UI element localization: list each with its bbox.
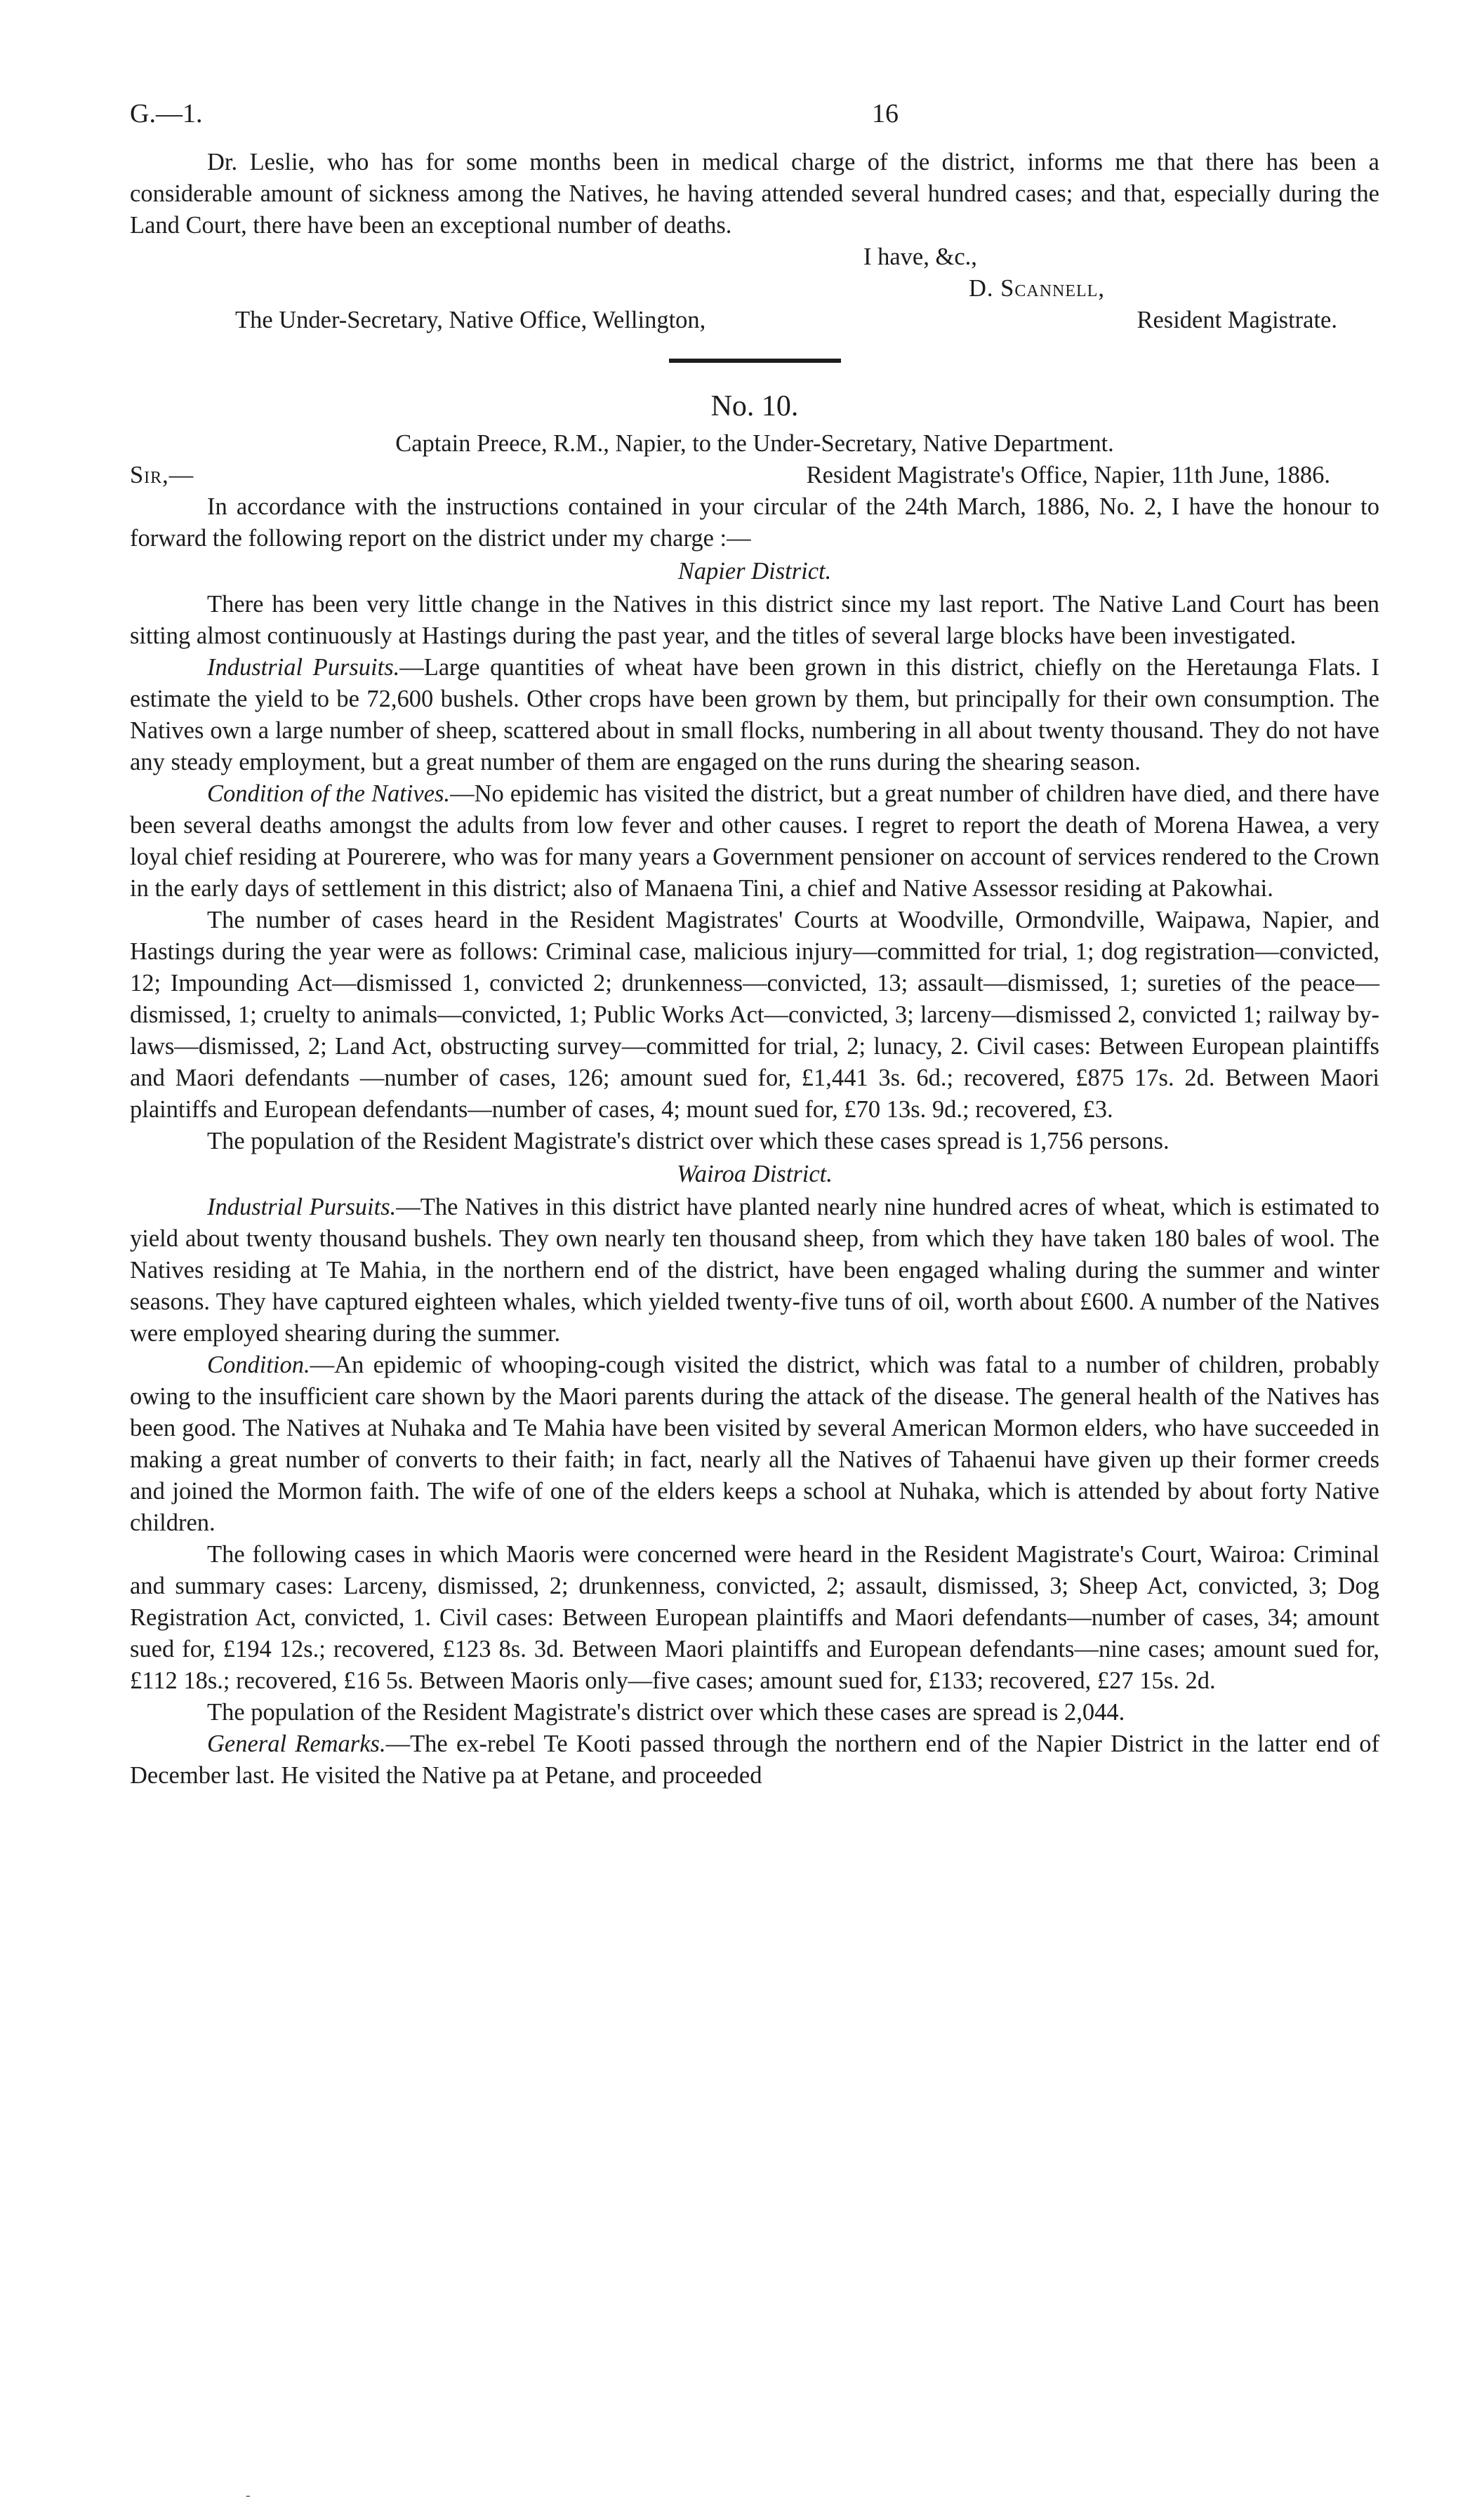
addressee: The Under-Secretary, Native Office, Wellington, [235,307,706,333]
signatory-title: Resident Magistrate. [1137,307,1337,333]
napier-population-paragraph: The population of the Resident Magistrate's district over which these cases spread is 1,756 persons. [207,1128,1170,1154]
signature: D. Scannell, [969,275,1105,302]
wairoa-condition-label: Condition. [207,1352,310,1378]
closing-text: I have, &c., [863,244,977,270]
wairoa-heading: Wairoa District. [677,1161,833,1187]
napier-industrial-label: Industrial Pursuits. [207,654,400,681]
signature-line [130,273,1379,305]
section-divider [130,359,1379,363]
intro-paragraph: In accordance with the instructions contained in your circular of the 24th March, 1886, No. 2, I have the honour to forward the following report on the district under my charge :— [130,493,1379,552]
footer-mark: - [246,2488,251,2503]
general-remarks-paragraph [130,1728,1379,1792]
napier-condition-label: Condition of the Natives. [207,780,451,807]
wairoa-paragraph-1 [130,1192,1379,1349]
wairoa-population-paragraph: The population of the Resident Magistrate's district over which these cases are spread is 2,044. [207,1699,1125,1726]
napier-paragraph-2 [130,652,1379,778]
running-head [130,98,899,130]
dateline: Resident Magistrate's Office, Napier, 11th June, 1886. [806,462,1330,488]
series-label: G.—1. [130,99,203,128]
document-page [130,98,1379,1792]
wairoa-industrial-label: Industrial Pursuits. [207,1194,397,1220]
wairoa-cases-paragraph: The following cases in which Maoris were concerned were heard in the Resident Magistrate's Court, Wairoa: Criminal and summary cases: Larceny, dismissed, 2; drunkenness, convicted, 2; assault, dismissed, 3; Sheep Act, convicted, 3; Dog Registration Act, convicted, 1. Civil cases: Between European plaintiffs and Maori defendants—number of cases, 34; amount sued for, £194 12s.; recovered, £123 8s. 3d. Between Maori plaintiffs and European defendants—nine cases; amount sued for, £112 18s.; recovered, £16 5s. Between Maoris only—five cases; amount sued for, £133; recovered, £27 15s. 2d. [130,1541,1379,1694]
letter-subtitle: Captain Preece, R.M., Napier, to the Under-Secretary, Native Department. [395,430,1114,457]
napier-cases-paragraph: The number of cases heard in the Resident Magistrates' Courts at Woodville, Ormondville, Waipawa, Napier, and Hastings during the year were as follows: Criminal case, malicious injury—committed for trial, 1; dog registration—convicted, 12; Impounding Act—dismissed 1, convicted 2; drunkenness—convicted, 13; assault—dismissed, 1; sureties of the peace—dismissed, 1; cruelty to animals—convicted, 1; Public Works Act—convicted, 3; larceny—dismissed 2, convicted 1; railway by-laws—dismissed, 2; Land Act, obstructing survey—committed for trial, 2; lunacy, 2. Civil cases: Between European plaintiffs and Maori defendants —number of cases, 126; amount sued for, £1,441 3s. 6d.; recovered, £875 17s. 2d. Between Maori plaintiffs and European defendants—number of cases, 4; mount sued for, £70 13s. 9d.; recovered, £3. [130,907,1379,1123]
page-number: 16 [872,99,899,128]
divider-rule [669,359,841,363]
general-remarks-text: —The ex-rebel Te Kooti passed through the northern end of the Napier District in the latter end of December last. He visited the Native pa at Petane, and proceeded [130,1731,1379,1789]
napier-heading: Napier District. [677,558,832,585]
closing-line [130,241,1379,273]
addressee-row [130,305,1379,336]
salutation-row [130,460,1379,491]
napier-paragraph-3 [130,778,1379,905]
napier-industrial-text: —Large quantities of wheat have been grown in this district, chiefly on the Heretaunga Flats. I estimate the yield to be 72,600 bushels. Other crops have been grown by them, but principally for their own consumption. The Natives own a large number of sheep, scattered about in small flocks, numbering in all about twenty thousand. They do not have any steady employment, but a great number of them are engaged on the runs during the shearing season. [130,654,1379,775]
general-remarks-label: General Remarks. [207,1731,386,1757]
napier-condition-text: —No epidemic has visited the district, but a great number of children have died, and there have been several deaths amongst the adults from low fever and other causes. I regret to report the death of Morena Hawea, a very loyal chief residing at Pourerere, who was for many years a Government pensioner on account of services rendered to the Crown in the early days of settlement in this district; also of Manaena Tini, a chief and Native Assessor residing at Pakowhai. [130,780,1379,902]
salutation: Sir,— [130,462,194,488]
letter9-final-paragraph: Dr. Leslie, who has for some months been in medical charge of the district, informs me that there has been a considerable amount of sickness among the Natives, he having attended several hundred cases; and that, especially during the Land Court, there have been an exceptional number of deaths. [130,149,1379,239]
wairoa-paragraph-2 [130,1349,1379,1539]
wairoa-condition-text: —An epidemic of whooping-cough visited the district, which was fatal to a number of children, probably owing to the insufficient care shown by the Maori parents during the attack of the disease. The general health of the Natives has been good. The Natives at Nuhaka and Te Mahia have been visited by several American Mormon elders, who have succeeded in making a great number of converts to their faith; in fact, nearly all the Natives of Tahaenui have given up their former creeds and joined the Mormon faith. The wife of one of the elders keeps a school at Nuhaka, which is attended by about forty Native children. [130,1352,1379,1536]
wairoa-industrial-text: —The Natives in this district have planted nearly nine hundred acres of wheat, which is estimated to yield about twenty thousand bushels. They own nearly ten thousand sheep, from which they have taken 180 bales of wool. The Natives residing at Te Mahia, in the northern end of the district, have been engaged whaling during the summer and winter seasons. They have captured eighteen whales, which yielded twenty-five tuns of oil, worth about £600. A number of the Natives were employed shearing during the summer. [130,1194,1379,1347]
napier-paragraph-1: There has been very little change in the Natives in this district since my last report. The Native Land Court has been sitting almost continuously at Hastings during the past year, and the titles of several large blocks have been investigated. [130,591,1379,649]
letter-number: No. 10. [710,390,799,422]
